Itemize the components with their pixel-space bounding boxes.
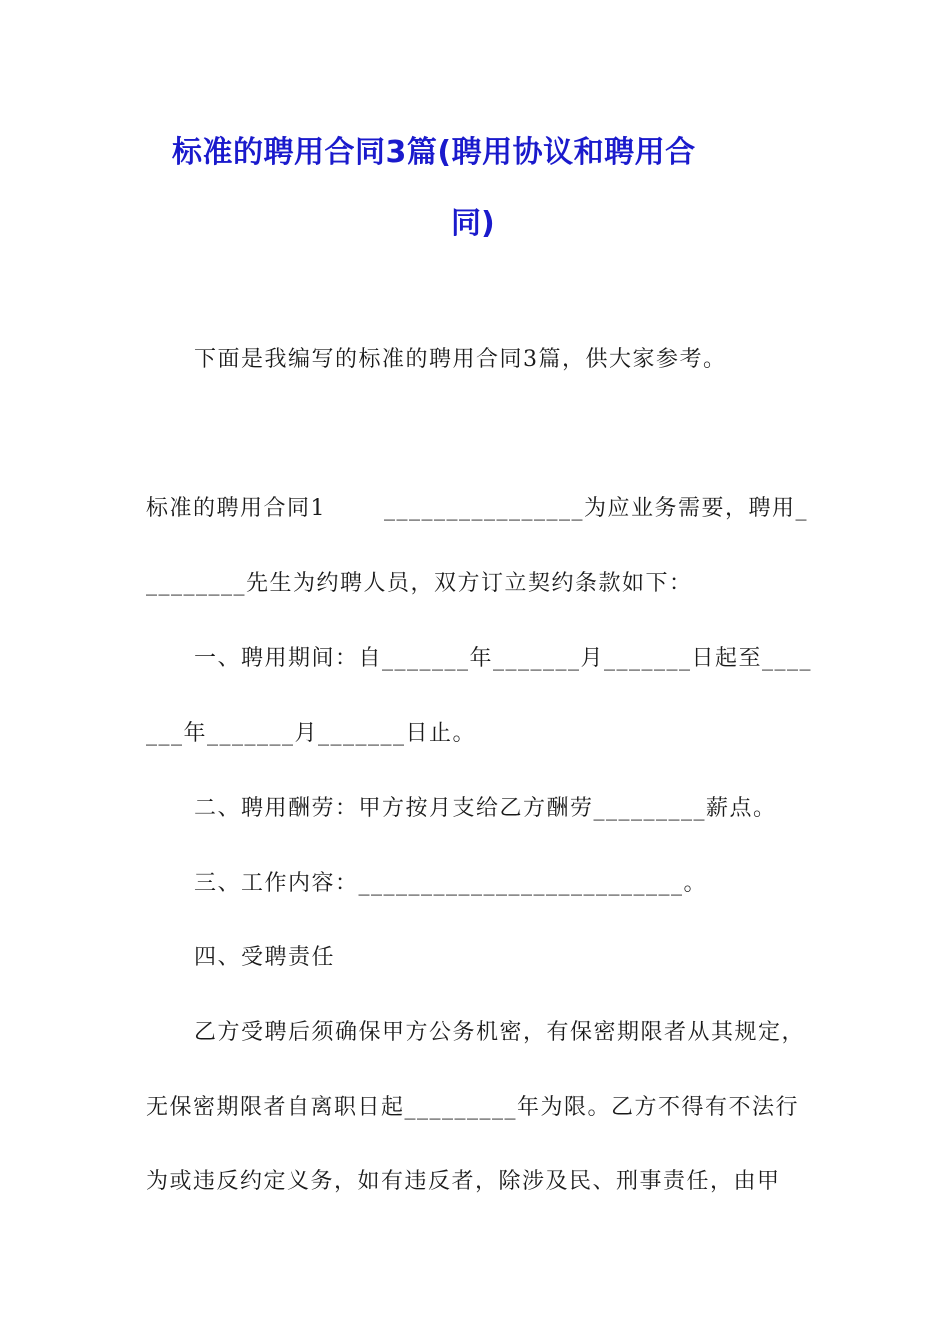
clause-remuneration: 二、聘用酬劳：甲方按月支给乙方酬劳_________薪点。 [194,796,777,821]
contract-line: 乙方受聘后须确保甲方公务机密，有保密期限者从其规定， [194,1020,806,1045]
document-title-line-2: 同) [451,206,495,241]
contract-line: 无保密期限者自离职日起_________年为限。乙方不得有不法行 [146,1095,800,1120]
contract-label: 标准的聘用合同1 [146,496,326,521]
contract-line: ________________为应业务需要，聘用_ [384,496,809,521]
contract-line: ________先生为约聘人员，双方订立契约条款如下： [146,571,693,596]
clause-work-content: 三、工作内容：__________________________。 [194,871,708,896]
clause-responsibility-heading: 四、受聘责任 [194,945,336,970]
contract-line: 为或违反约定义务，如有违反者，除涉及民、刑事责任，由甲 [146,1169,781,1194]
document-title-line-1: 标准的聘用合同3篇(聘用协议和聘用合 [172,135,696,170]
contract-line: ___年_______月_______日止。 [146,721,477,746]
clause-employment-period: 一、聘用期间：自_______年_______月_______日起至____ [194,646,813,671]
intro-paragraph: 下面是我编写的标准的聘用合同3篇，供大家参考。 [194,347,727,372]
